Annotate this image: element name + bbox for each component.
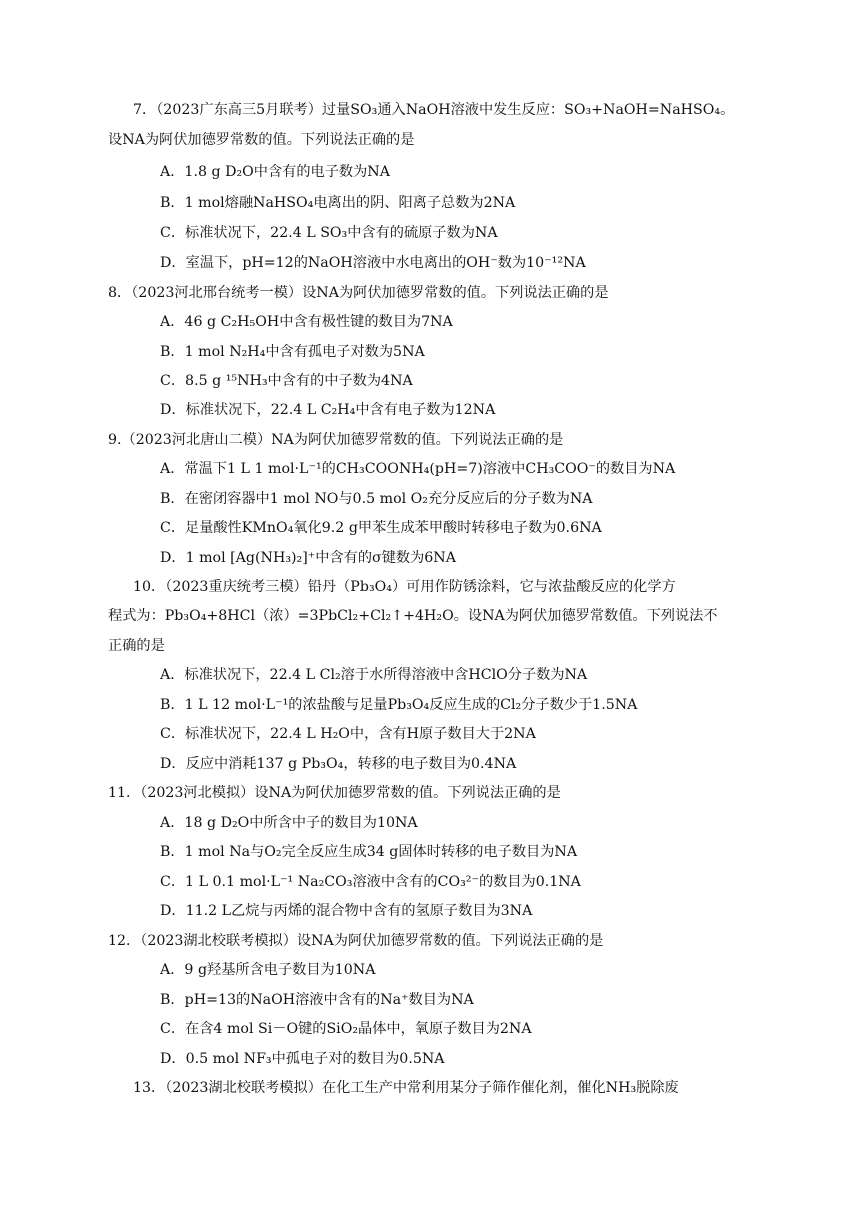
question-8-stem: 8．（2023河北邢台统考一模）设NA为阿伏加德罗常数的值。下列说法正确的是 [108, 285, 609, 301]
question-10-option-c: C．标准状况下，22.4 L H₂O中，含有H原子数目大于2NA [160, 726, 536, 742]
question-12-option-b: B．pH=13的NaOH溶液中含有的Na⁺数目为NA [160, 992, 474, 1008]
question-9-stem: 9.（2023河北唐山二模）NA为阿伏加德罗常数的值。下列说法正确的是 [108, 432, 564, 448]
question-11-option-b: B．1 mol Na与O₂完全反应生成34 g固体时转移的电子数目为NA [160, 844, 578, 860]
question-10-stem-line-1: 10．（2023重庆统考三模）铅丹（Pb₃O₄）可用作防锈涂料，它与浓盐酸反应的化学方 [133, 579, 676, 595]
question-10-option-b: B．1 L 12 mol·L⁻¹的浓盐酸与足量Pb₃O₄反应生成的Cl₂分子数少于1.5NA [160, 697, 638, 713]
question-12-option-a: A．9 g羟基所含电子数目为10NA [160, 962, 376, 978]
question-7-option-c: C．标准状况下，22.4 L SO₃中含有的硫原子数为NA [160, 225, 498, 241]
question-12-stem: 12．（2023湖北校联考模拟）设NA为阿伏加德罗常数的值。下列说法正确的是 [108, 933, 604, 949]
question-11-option-a: A．18 g D₂O中所含中子的数目为10NA [160, 815, 418, 831]
question-7-stem-line-2: 设NA为阿伏加德罗常数的值。下列说法正确的是 [108, 132, 415, 148]
question-10-stem-line-2: 程式为：Pb₃O₄+8HCl（浓）=3PbCl₂+Cl₂↑+4H₂O。设NA为阿伏加德罗常数值。下列说法不 [108, 608, 718, 624]
question-10-option-a: A．标准状况下，22.4 L Cl₂溶于水所得溶液中含HClO分子数为NA [160, 667, 588, 683]
question-9-option-c: C．足量酸性KMnO₄氧化9.2 g甲苯生成苯甲酸时转移电子数为0.6NA [160, 520, 602, 536]
question-10-option-d: D．反应中消耗137 g Pb₃O₄，转移的电子数目为0.4NA [160, 756, 517, 772]
question-12-option-c: C．在含4 mol Si－O键的SiO₂晶体中，氧原子数目为2NA [160, 1021, 532, 1037]
question-9-option-a: A．常温下1 L 1 mol·L⁻¹的CH₃COONH₄(pH=7)溶液中CH₃COO⁻的数目为NA [160, 461, 676, 477]
question-8-option-c: C．8.5 g ¹⁵NH₃中含有的中子数为4NA [160, 373, 413, 389]
question-11-option-c: C．1 L 0.1 mol·L⁻¹ Na₂CO₃溶液中含有的CO₃²⁻的数目为0.1NA [160, 874, 581, 890]
question-9-option-d: D．1 mol [Ag(NH₃)₂]⁺中含有的σ键数为6NA [160, 550, 456, 566]
question-11-option-d: D．11.2 L乙烷与丙烯的混合物中含有的氢原子数目为3NA [160, 903, 533, 919]
question-10-stem-line-3: 正确的是 [108, 638, 165, 654]
question-7-option-b: B．1 mol熔融NaHSO₄电离出的阴、阳离子总数为2NA [160, 195, 516, 211]
question-7-option-d: D．室温下，pH=12的NaOH溶液中水电离出的OH⁻数为10⁻¹²NA [160, 255, 586, 271]
question-13-stem: 13．（2023湖北校联考模拟）在化工生产中常利用某分子筛作催化剂，催化NH₃脱除废 [133, 1080, 679, 1096]
question-7-option-a: A．1.8 g D₂O中含有的电子数为NA [160, 164, 390, 180]
question-12-option-d: D．0.5 mol NF₃中孤电子对的数目为0.5NA [160, 1051, 445, 1067]
question-9-option-b: B．在密闭容器中1 mol NO与0.5 mol O₂充分反应后的分子数为NA [160, 491, 593, 507]
question-7-stem-line-1: 7．（2023广东高三5月联考）过量SO₃通入NaOH溶液中发生反应：SO₃+NaOH=NaHSO₄。 [133, 102, 735, 118]
question-8-option-d: D．标准状况下，22.4 L C₂H₄中含有电子数为12NA [160, 402, 496, 418]
question-8-option-a: A．46 g C₂H₅OH中含有极性键的数目为7NA [160, 314, 453, 330]
question-11-stem: 11．（2023河北模拟）设NA为阿伏加德罗常数的值。下列说法正确的是 [108, 785, 561, 801]
question-8-option-b: B．1 mol N₂H₄中含有孤电子对数为5NA [160, 344, 425, 360]
